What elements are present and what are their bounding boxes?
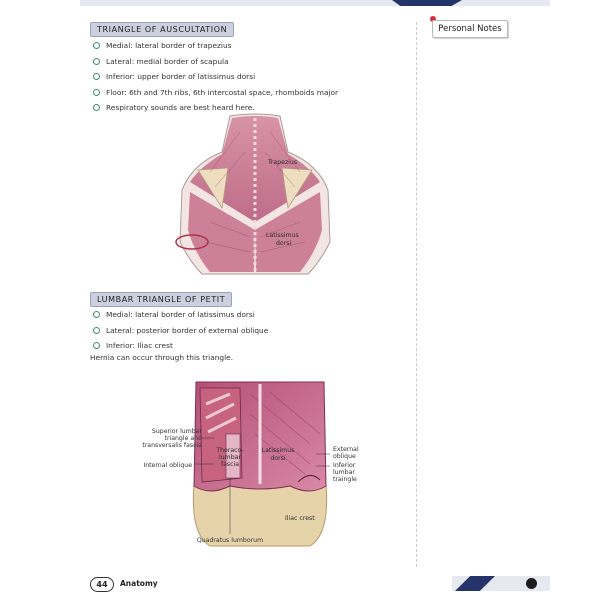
label-superior-lumbar-2: triangle and bbox=[164, 435, 202, 442]
label-inferior-lumbar-2: lumbar bbox=[333, 469, 355, 476]
petit-bullet-list bbox=[90, 309, 268, 356]
list-item: Inferior: upper border of latissimus dorsi bbox=[90, 71, 338, 87]
label-thoracolumbar-2: lumbar bbox=[219, 454, 241, 461]
label-quadratus-lumborum: Quadratus lumborum bbox=[196, 537, 264, 544]
label-inferior-lumbar-3: traingle bbox=[333, 476, 357, 483]
label-external-oblique: External bbox=[333, 446, 359, 453]
hernia-note: Hernia can occur through this triangle. bbox=[90, 353, 234, 362]
header-stripe bbox=[80, 0, 550, 6]
back-muscles-figure bbox=[170, 112, 340, 278]
section-heading-petit: LUMBAR TRIANGLE OF PETIT bbox=[90, 292, 232, 307]
list-item: Lateral: posterior border of external oblique bbox=[90, 325, 268, 341]
logo-icon bbox=[526, 578, 537, 589]
auscultation-bullet-list bbox=[90, 40, 338, 118]
lumbar-triangle-figure bbox=[130, 374, 370, 552]
label-thoracolumbar-3: fascia bbox=[220, 461, 240, 468]
page-number: 44 bbox=[90, 577, 114, 592]
label-superior-lumbar: Superior lumbar bbox=[151, 428, 202, 435]
footer-subject: Anatomy bbox=[120, 579, 158, 588]
list-item: Respiratory sounds are best heard here. bbox=[90, 102, 338, 118]
label-external-oblique-2: oblique bbox=[333, 453, 356, 460]
list-item: Lateral: medial border of scapula bbox=[90, 56, 338, 72]
label-thoracolumbar: Thoraco- bbox=[216, 447, 244, 454]
column-divider bbox=[416, 22, 417, 567]
label-latissimus: Latissimus bbox=[261, 447, 295, 454]
header-accent bbox=[392, 0, 462, 6]
label-inferior-lumbar: Inferior bbox=[333, 462, 356, 469]
list-item: Inferior: Iliac crest bbox=[90, 340, 268, 356]
label-trapezius: Trapezius bbox=[268, 159, 298, 166]
label-dorsi: dorsi bbox=[276, 240, 292, 247]
label-internal-oblique: Internal oblique bbox=[143, 462, 192, 469]
label-transversalis-fascia: transversalis fascia bbox=[142, 442, 202, 449]
list-item: Medial: lateral border of latissimus dorsi bbox=[90, 309, 268, 325]
personal-notes-title: Personal Notes bbox=[432, 20, 508, 38]
section-heading-auscultation: TRIANGLE OF AUSCULTATION bbox=[90, 22, 234, 37]
list-item: Medial: lateral border of trapezius bbox=[90, 40, 338, 56]
label-iliac-crest: Iliac crest bbox=[285, 515, 315, 522]
label-dorsi: dorsi bbox=[270, 455, 286, 462]
list-item: Floor: 6th and 7th ribs, 6th intercostal space, rhomboids major bbox=[90, 87, 338, 103]
label-latissimus: Latissimus bbox=[266, 232, 299, 239]
